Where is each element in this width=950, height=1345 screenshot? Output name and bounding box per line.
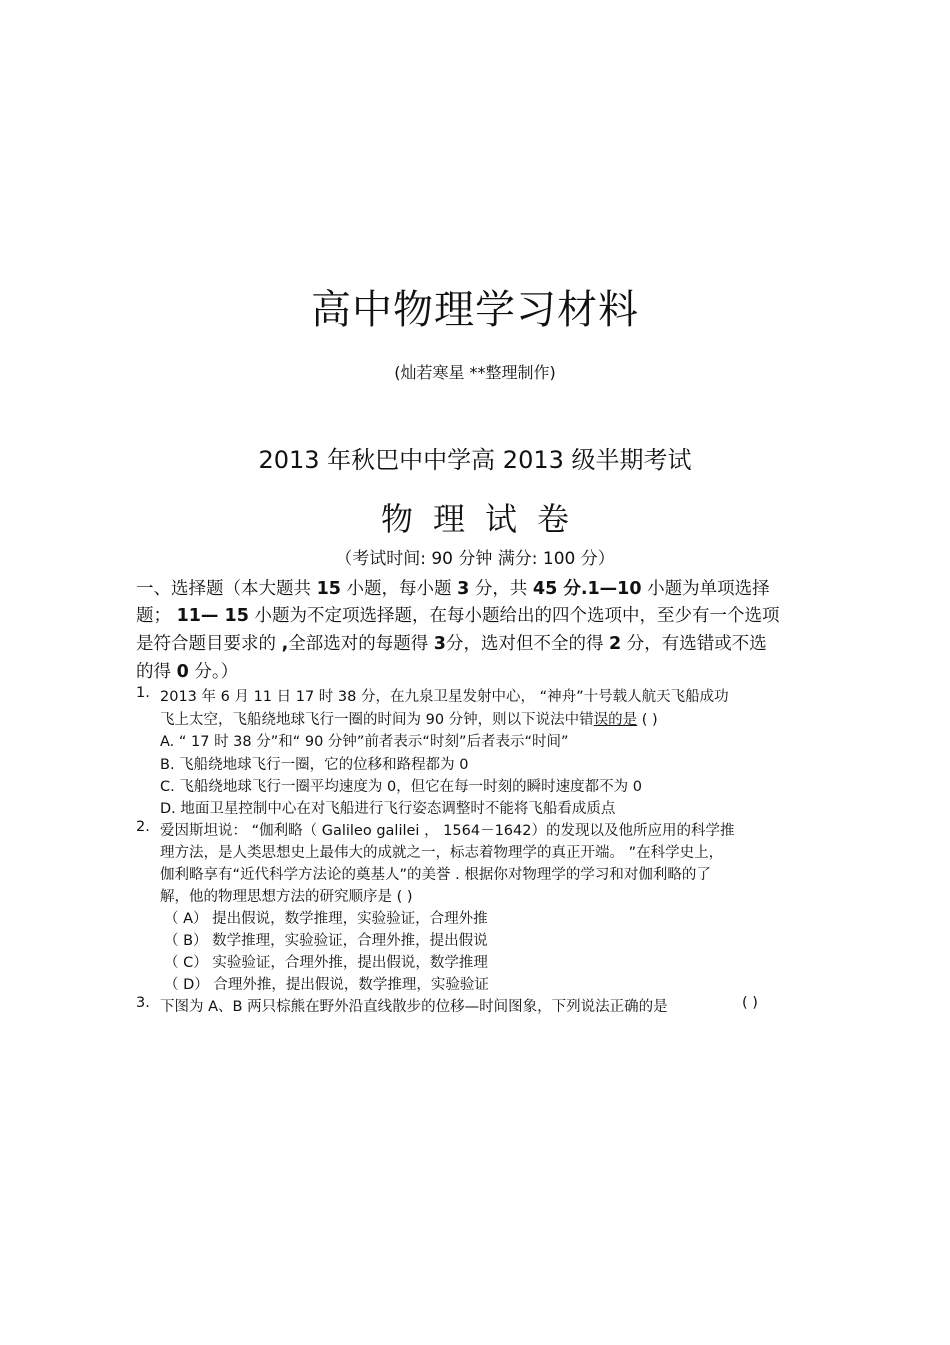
question-text: 2013 年 6 月 11 日 17 时 38 分，在九泉卫星发射中心， “神舟”十号载人航天飞船成功 bbox=[160, 689, 729, 705]
document-title: 高中物理学习材料 bbox=[311, 287, 639, 333]
question-text: 解，他的物理思想方法的研究顺序是 ( ) bbox=[160, 889, 413, 905]
instr-text: 小题，每小题 bbox=[340, 579, 458, 599]
question-text bbox=[160, 708, 658, 729]
instr-bold: 11— 15 bbox=[176, 606, 249, 626]
question-number: 3. bbox=[136, 995, 150, 1011]
instr-bold: 2 bbox=[609, 634, 622, 654]
instr-bold: 3 bbox=[457, 579, 470, 599]
instr-text: 分。） bbox=[188, 662, 239, 682]
question-text-underlined: 误的是 bbox=[593, 712, 638, 728]
option-d: D. 地面卫星控制中心在对飞船进行飞行姿态调整时不能将飞船看成质点 bbox=[160, 801, 616, 817]
instr-text: 小题为不定项选择题，在每小题给出的四个选项中，至少有一个选项 bbox=[248, 606, 780, 626]
instr-text: 分，选对但不全的得 bbox=[445, 634, 610, 654]
instr-bold: 15 bbox=[316, 579, 341, 599]
question-text: 下图为 A、B 两只棕熊在野外沿直线散步的位移—时间图象，下列说法正确的是 bbox=[160, 999, 668, 1015]
instructions-line-1 bbox=[136, 575, 770, 600]
instr-bold: 0 bbox=[176, 662, 189, 682]
instr-text: 是符合题目要求的 bbox=[136, 634, 282, 654]
instr-text: 题； bbox=[136, 606, 177, 626]
question-text-part: 飞上太空，飞船绕地球飞行一圈的时间为 90 分钟，则以下说法中错 bbox=[160, 712, 594, 728]
instr-bold: 45 分.1—10 bbox=[532, 579, 642, 599]
instr-text: 分，共 bbox=[469, 579, 533, 599]
answer-bracket: ( ) bbox=[637, 712, 658, 728]
instructions-line-2 bbox=[136, 602, 779, 627]
instr-text: 全部选对的每题得 bbox=[288, 634, 434, 654]
answer-bracket: ( ) bbox=[742, 995, 758, 1011]
instr-text: 的得 bbox=[136, 662, 177, 682]
option-c: C. 飞船绕地球飞行一圈平均速度为 0，但它在每一时刻的瞬时速度都不为 0 bbox=[160, 779, 643, 795]
option-b: （ B） 数学推理，实验验证，合理外推，提出假说 bbox=[164, 933, 488, 949]
exam-info: （考试时间: 90 分钟 满分: 100 分） bbox=[335, 549, 615, 569]
option-a: （ A） 提出假说，数学推理，实验验证，合理外推 bbox=[164, 911, 488, 927]
instr-text: 分，有选错或不选 bbox=[621, 634, 767, 654]
question-number: 2. bbox=[136, 819, 150, 835]
option-c: （ C） 实验验证，合理外推，提出假说，数学推理 bbox=[164, 955, 488, 971]
question-text: 爱因斯坦说： “伽利略（ Galileo galilei ， 1564－1642）的发现以及他所应用的科学推 bbox=[160, 823, 735, 839]
instructions-line-3 bbox=[136, 630, 767, 655]
question-number: 1. bbox=[136, 685, 150, 701]
question-text: 伽利略享有“近代科学方法论的奠基人”的美誉 . 根据你对物理学的学习和对伽利略的了 bbox=[160, 867, 711, 883]
instr-text: 小题为单项选择 bbox=[641, 579, 770, 599]
option-d: （ D） 合理外推，提出假说，数学推理，实验验证 bbox=[164, 977, 489, 993]
credit-line: (灿若寒星 **整理制作) bbox=[394, 363, 556, 382]
option-a: A. “ 17 时 38 分”和“ 90 分钟”前者表示“时刻”后者表示“时间” bbox=[160, 734, 569, 750]
exam-title: 2013 年秋巴中中学高 2013 级半期考试 bbox=[258, 446, 692, 474]
instr-bold: 3 bbox=[433, 634, 446, 654]
paper-title: 物理试卷 bbox=[380, 500, 589, 538]
instr-bold: , bbox=[281, 634, 289, 654]
instr-text: 一、选择题（本大题共 bbox=[136, 579, 317, 599]
question-text: 理方法，是人类思想史上最伟大的成就之一，标志着物理学的真正开端。 ”在科学史上， bbox=[160, 845, 724, 861]
instructions-line-4 bbox=[136, 658, 238, 683]
option-b: B. 飞船绕地球飞行一圈，它的位移和路程都为 0 bbox=[160, 757, 469, 773]
